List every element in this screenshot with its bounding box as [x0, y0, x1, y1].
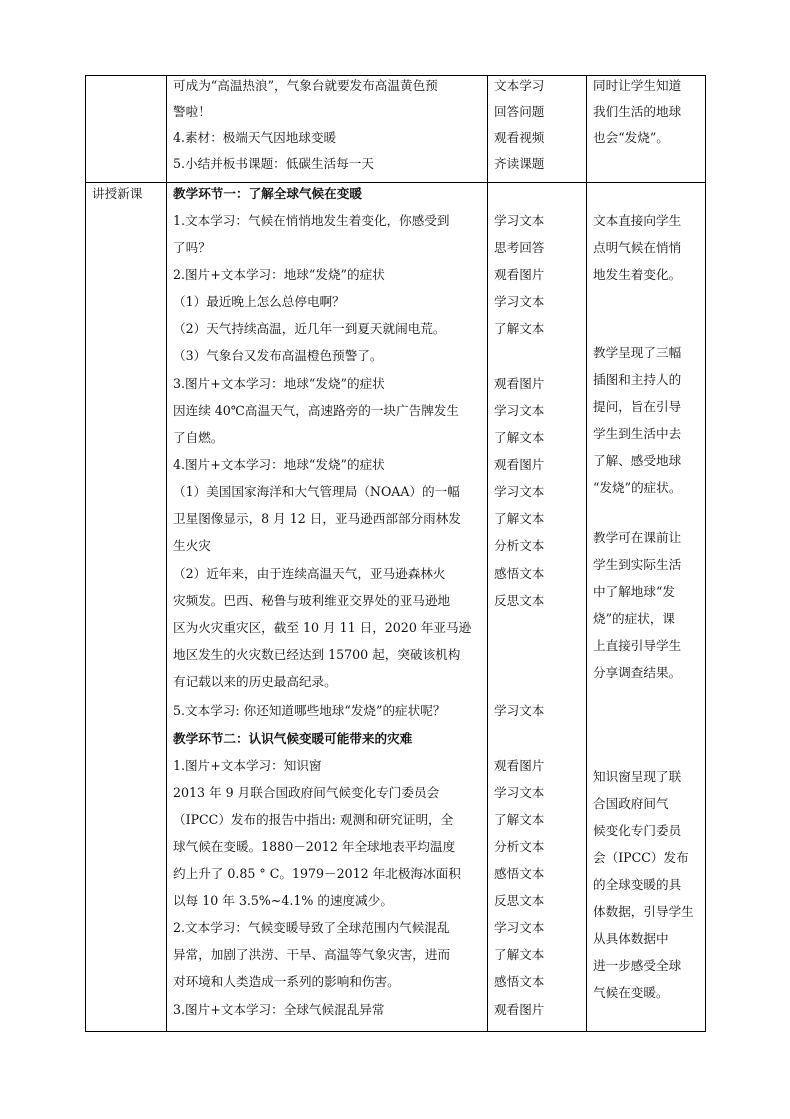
activity-line: 感悟文本 — [494, 974, 545, 989]
intent-line: 提问，旨在引导 — [593, 399, 682, 414]
intent-line: 体数据，引导学生 — [593, 904, 694, 919]
intent-line: 了解、感受地球 — [593, 453, 682, 468]
text-line: （1）美国国家海洋和大气管理局（NOAA）的一幅 — [173, 484, 460, 499]
intent-line: 教学呈现了三幅 — [593, 345, 682, 360]
table-row-divider — [85, 182, 706, 183]
text-line: 1.文本学习：气候在悄悄地发生着变化，你感受到 — [173, 213, 450, 228]
activity-line: 了解文本 — [494, 430, 545, 445]
activity-line: 回答问题 — [494, 104, 545, 119]
intent-line: 学生到实际生活 — [593, 557, 682, 572]
activity-line: 学习文本 — [494, 920, 545, 935]
intent-line: 插图和主持人的 — [593, 372, 682, 387]
text-line: 1.图片+文本学习：知识窗 — [173, 758, 322, 773]
text-line: 了吗？ — [173, 240, 211, 255]
table-border-right — [705, 75, 706, 1032]
text-line: （IPCC）发布的报告中指出: 观测和研究证明，全 — [173, 812, 454, 827]
table-border-top — [85, 75, 706, 76]
text-line: （3）气象台又发布高温橙色预警了。 — [173, 348, 383, 363]
intent-line: “发烧”的症状。 — [593, 480, 682, 495]
activity-line: 反思文本 — [494, 893, 545, 908]
activity-line: 感悟文本 — [494, 866, 545, 881]
intent-line: 知识窗呈现了联 — [593, 769, 682, 784]
text-line: 警啦！ — [173, 104, 211, 119]
intent-line: 会（IPCC）发布 — [593, 850, 689, 865]
activity-line: 了解文本 — [494, 947, 545, 962]
intent-line: 同时让学生知道 — [593, 78, 682, 93]
intent-line: 我们生活的地球 — [593, 104, 682, 119]
activity-line: 观看图片 — [494, 457, 545, 472]
activity-line: 学习文本 — [494, 484, 545, 499]
activity-line: 观看图片 — [494, 758, 545, 773]
text-line: 因连续 40℃高温天气，高速路旁的一块广告牌发生 — [173, 403, 459, 418]
text-line: （2）近年来，由于连续高温天气，亚马逊森林火 — [173, 566, 446, 581]
section-heading: 教学环节一：了解全球气候在变暖 — [173, 186, 362, 201]
text-line: 球气候在变暖。1880－2012 年全球地表平均温度 — [173, 839, 456, 854]
section-heading: 教学环节二：认识气候变暖可能带来的灾难 — [173, 731, 413, 746]
text-line: 地区发生的火灾数已经达到 15700 起，突破该机构 — [173, 647, 461, 662]
activity-line: 学习文本 — [494, 785, 545, 800]
text-line: 4.图片+文本学习：地球“发烧”的症状 — [173, 457, 385, 472]
activity-line: 观看视频 — [494, 130, 545, 145]
text-line: 4.素材：极端天气因地球变暖 — [173, 130, 337, 145]
intent-line: 烧”的症状，课 — [593, 611, 676, 626]
intent-line: 合国政府间气 — [593, 796, 669, 811]
text-line: 区为火灾重灾区，截至 10 月 11 日，2020 年亚马逊 — [173, 620, 472, 635]
activity-line: 学习文本 — [494, 703, 545, 718]
text-line: 2.图片+文本学习：地球“发烧”的症状 — [173, 267, 385, 282]
text-line: 2.文本学习：气候变暖导致了全球范围内气候混乱 — [173, 920, 450, 935]
activity-line: 了解文本 — [494, 511, 545, 526]
activity-line: 思考回答 — [494, 240, 545, 255]
intent-line: 上直接引导学生 — [593, 638, 682, 653]
text-line: 2013 年 9 月联合国政府间气候变化专门委员会 — [173, 785, 440, 800]
text-line: （1）最近晚上怎么总停电啊？ — [173, 294, 345, 309]
section-label: 讲授新课 — [92, 186, 143, 201]
intent-line: 的全球变暖的具 — [593, 877, 682, 892]
text-line: 3.图片+文本学习：地球“发烧”的症状 — [173, 376, 385, 391]
text-line: 以每 10 年 3.5%~4.1% 的速度减少。 — [173, 893, 393, 908]
table-border-bottom — [85, 1031, 706, 1032]
activity-line: 分析文本 — [494, 538, 545, 553]
intent-line: 地发生着变化。 — [593, 267, 682, 282]
text-line: 对环境和人类造成一系列的影响和伤害。 — [173, 974, 400, 989]
intent-line: 教学可在课前让 — [593, 530, 682, 545]
intent-line: 学生到生活中去 — [593, 426, 682, 441]
text-line: 卫星图像显示，8 月 12 日，亚马逊西部部分雨林发 — [173, 511, 461, 526]
activity-line: 文本学习 — [494, 78, 545, 93]
intent-line: 气候在变暖。 — [593, 985, 669, 1000]
text-line: 3.图片+文本学习：全球气候混乱异常 — [173, 1002, 385, 1017]
text-line: 异常，加剧了洪涝、干旱、高温等气象灾害，进而 — [173, 947, 451, 962]
activity-line: 感悟文本 — [494, 566, 545, 581]
activity-line: 齐读课题 — [494, 156, 545, 171]
activity-line: 观看图片 — [494, 267, 545, 282]
intent-line: 候变化专门委员 — [593, 823, 682, 838]
activity-line: 学习文本 — [494, 294, 545, 309]
text-line: （2）天气持续高温，近几年一到夏天就闹电荒。 — [173, 321, 446, 336]
table-col-divider-1 — [166, 75, 167, 1032]
table-border-left — [85, 75, 86, 1032]
intent-line: 进一步感受全球 — [593, 958, 682, 973]
intent-line: 文本直接向学生 — [593, 213, 682, 228]
intent-line: 从具体数据中 — [593, 931, 669, 946]
text-line: 灾频发。巴西、秘鲁与玻利维亚交界处的亚马逊地 — [173, 593, 451, 608]
activity-line: 观看图片 — [494, 1002, 545, 1017]
activity-line: 反思文本 — [494, 593, 545, 608]
text-line: 5.文本学习: 你还知道哪些地球“发烧”的症状呢？ — [173, 703, 446, 718]
intent-line: 中了解地球“发 — [593, 584, 676, 599]
activity-line: 学习文本 — [494, 403, 545, 418]
activity-line: 了解文本 — [494, 321, 545, 336]
activity-line: 观看图片 — [494, 376, 545, 391]
intent-line: 也会“发烧”。 — [593, 130, 669, 145]
activity-line: 了解文本 — [494, 812, 545, 827]
text-line: 约上升了 0.85 ° C。1979－2012 年北极海冰面积 — [173, 866, 461, 881]
text-line: 5.小结并板书课题：低碳生活每一天 — [173, 156, 374, 171]
activity-line: 学习文本 — [494, 213, 545, 228]
activity-line: 分析文本 — [494, 839, 545, 854]
table-col-divider-2 — [487, 75, 488, 1032]
text-line: 有记载以来的历史最高纪录。 — [173, 674, 337, 689]
table-col-divider-3 — [586, 75, 587, 1032]
intent-line: 分享调查结果。 — [593, 665, 682, 680]
text-line: 了自燃。 — [173, 430, 224, 445]
intent-line: 点明气候在悄悄 — [593, 240, 682, 255]
text-line: 可成为“高温热浪”，气象台就要发布高温黄色预 — [173, 78, 438, 93]
text-line: 生火灾 — [173, 538, 211, 553]
